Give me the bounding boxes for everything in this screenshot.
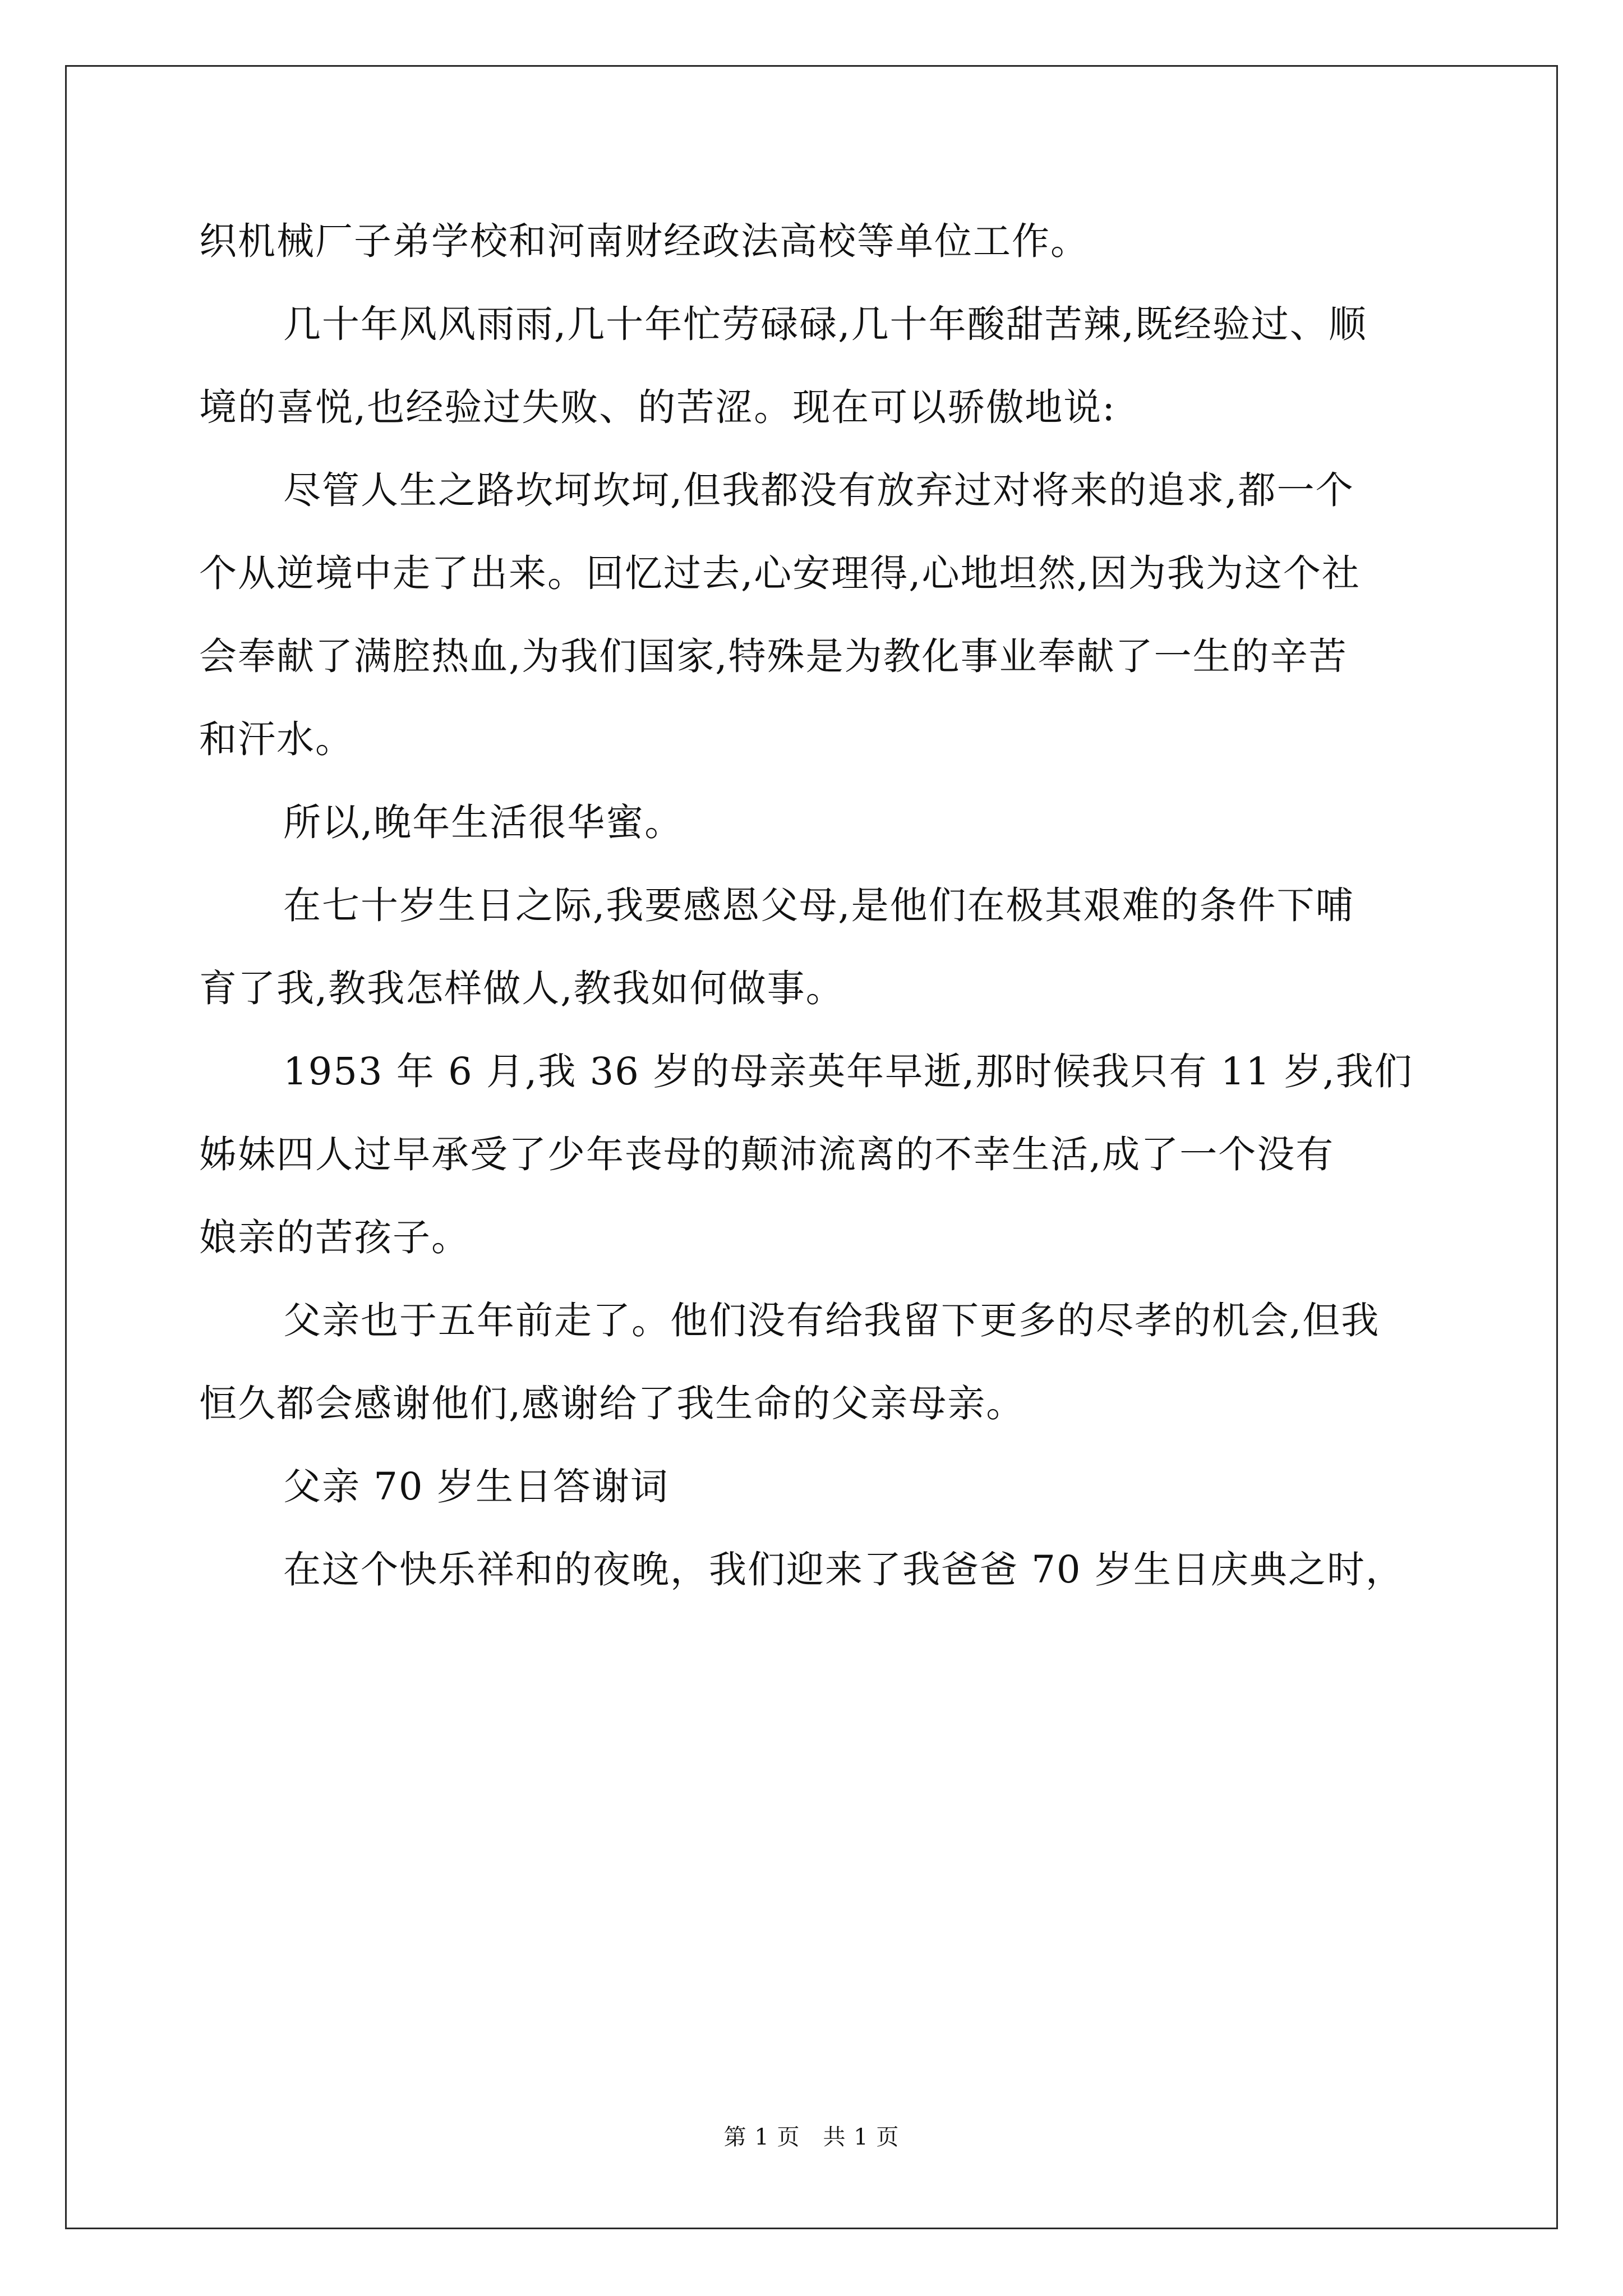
text-line: 育了我,教我怎样做人,教我如何做事。 xyxy=(199,967,845,1010)
text-line: 几十年风风雨雨,几十年忙劳碌碌,几十年酸甜苦辣,既经验过、顺 xyxy=(283,302,1367,346)
page-footer: 第 1 页 共 1 页 xyxy=(723,2124,900,2150)
text-line: 境的喜悦,也经验过失败、的苦涩。现在可以骄傲地说: xyxy=(199,385,1116,429)
text-line: 和汗水。 xyxy=(199,717,354,761)
text-line: 在七十岁生日之际,我要感恩父母,是他们在极其艰难的条件下哺 xyxy=(283,884,1354,927)
text-line: 姊妹四人过早承受了少年丧母的颠沛流离的不幸生活,成了一个没有 xyxy=(199,1133,1335,1176)
section-heading: 父亲 70 岁生日答谢词 xyxy=(283,1465,669,1508)
text-line: 父亲也于五年前走了。他们没有给我留下更多的尽孝的机会,但我 xyxy=(283,1299,1380,1342)
text-line: 所以,晚年生活很华蜜。 xyxy=(283,800,684,844)
text-line: 个从逆境中走了出来。回忆过去,心安理得,心地坦然,因为我为这个社 xyxy=(199,551,1361,595)
text-line: 在这个快乐祥和的夜晚，我们迎来了我爸爸 70 岁生日庆典之时， xyxy=(283,1548,1404,1591)
text-line: 会奉献了满腔热血,为我们国家,特殊是为教化事业奉献了一生的辛苦 xyxy=(199,634,1348,678)
text-line: 织机械厂子弟学校和河南财经政法高校等单位工作。 xyxy=(199,219,1089,263)
text-line: 娘亲的苦孩子。 xyxy=(199,1216,470,1259)
text-line: 1953 年 6 月,我 36 岁的母亲英年早逝,那时候我只有 11 岁,我们 xyxy=(283,1050,1413,1093)
text-line: 尽管人生之路坎坷坎坷,但我都没有放弃过对将来的追求,都一个 xyxy=(283,468,1354,512)
text-line: 恒久都会感谢他们,感谢给了我生命的父亲母亲。 xyxy=(199,1382,1025,1425)
